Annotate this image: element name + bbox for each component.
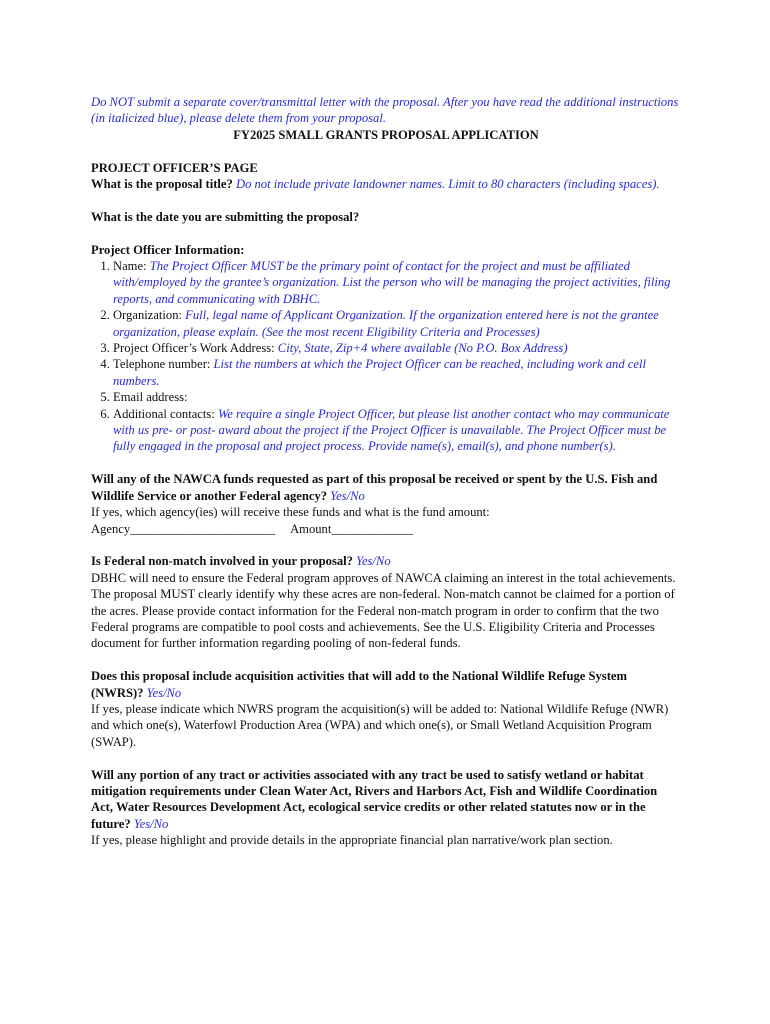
nawca-followup: If yes, which agency(ies) will receive these funds and what is the fund amount:	[91, 505, 490, 520]
item-label: Email address:	[113, 390, 188, 405]
item-label: Telephone number:	[113, 357, 211, 372]
proposal-title-label: What is the proposal title?	[91, 177, 233, 192]
officer-info-item-telephone	[113, 356, 681, 389]
item-help: List the numbers at which the Project Officer can be reached, including work and cell numbers.	[113, 357, 646, 388]
item-label: Name:	[113, 259, 147, 274]
nawca-yes-no: Yes/No	[330, 488, 365, 503]
mitigation-text: If yes, please highlight and provide details in the appropriate financial plan narrative/work plan section.	[91, 833, 613, 848]
federal-question-text: Is Federal non-match involved in your proposal?	[91, 554, 353, 569]
intro-instruction: Do NOT submit a separate cover/transmittal letter with the proposal. After you have read the additional instructions (in italicized blue), please delete them from your proposal.	[91, 95, 679, 126]
nwrs-yes-no: Yes/No	[146, 685, 182, 700]
item-label: Project Officer’s Work Address:	[113, 341, 275, 356]
amount-blank-field[interactable]: Amount_____________	[290, 521, 414, 536]
officer-info-item-email	[113, 389, 681, 405]
nwrs-text: If yes, please indicate which NWRS program the acquisition(s) will be added to: National Wildlife Refuge (NWR) and which one(s), Waterfowl Production Area (WPA) and which one(s), or Small Wetland Acquisition Program (SWAP).	[91, 701, 669, 749]
item-label: Organization:	[113, 308, 183, 323]
officer-info-item-additional-contacts	[113, 406, 681, 455]
document-title: FY2025 SMALL GRANTS PROPOSAL APPLICATION	[233, 127, 539, 142]
mitigation-question	[91, 767, 681, 833]
nawca-funds-question	[91, 471, 681, 504]
item-help: City, State, Zip+4 where available (No P.O. Box Address)	[277, 341, 568, 356]
federal-nonmatch-text: DBHC will need to ensure the Federal program approves of NAWCA claiming an interest in the total achievements. The proposal MUST clearly identify why these acres are non-federal. Non-match cannot be claimed for a portion of the acres. Please provide contact information for the Federal non-match program in order to confirm that the two Federal programs are compatible to pool costs and achievements. See the U.S. Eligibility Criteria and Processes document for further information regarding pooling of non-federal funds.	[91, 570, 676, 651]
officer-info-item-organization	[113, 307, 681, 340]
submission-date-question: What is the date you are submitting the proposal?	[91, 209, 360, 224]
agency-blank-field[interactable]: Agency_______________________	[91, 521, 275, 536]
proposal-title-question	[91, 176, 681, 192]
mitigation-question-text: Will any portion of any tract or activities associated with any tract be used to satisfy wetland or habitat mitigation requirements under Clean Water Act, Rivers and Harbors Act, Fish and Wildlife Coordination Act, Water Resources Development Act, ecological service credits or other related statutes now or in the future?	[91, 767, 658, 831]
officer-info-item-address	[113, 340, 681, 356]
federal-nonmatch-question	[91, 553, 681, 569]
nwrs-question-text: Does this proposal include acquisition activities that will add to the National Wildlife Refuge System (NWRS)?	[91, 669, 627, 700]
officer-page-heading: PROJECT OFFICER’S PAGE	[91, 160, 258, 175]
document-page	[91, 94, 681, 849]
officer-info-item-name	[113, 258, 681, 307]
nawca-agency-amount-row	[91, 521, 681, 537]
item-label: Additional contacts:	[113, 406, 215, 421]
officer-info-heading: Project Officer Information:	[91, 242, 245, 257]
proposal-title-help: Do not include private landowner names. Limit to 80 characters (including spaces).	[235, 177, 660, 192]
officer-info-list	[91, 258, 681, 455]
nwrs-question	[91, 668, 681, 701]
federal-yes-no: Yes/No	[356, 554, 391, 569]
mitigation-yes-no: Yes/No	[133, 816, 169, 831]
item-help: Full, legal name of Applicant Organization. If the organization entered here is not the grantee organization, please explain. (See the most recent Eligibility Criteria and Processes)	[113, 308, 659, 339]
nawca-question-text: Will any of the NAWCA funds requested as part of this proposal be received or spent by the U.S. Fish and Wildlife Service or another Federal agency?	[91, 472, 658, 503]
item-help: The Project Officer MUST be the primary point of contact for the project and must be affiliated with/employed by the grantee’s organization. List the person who will be managing the project activities, filing reports, and communicating with DBHC.	[113, 259, 671, 306]
item-help: We require a single Project Officer, but please list another contact who may communicate with us pre- or post- award about the project if the Project Officer is unavailable. The Project Officer must be fully engaged in the proposal and project process. Provide name(s), email(s), and phone number(s).	[113, 406, 670, 454]
